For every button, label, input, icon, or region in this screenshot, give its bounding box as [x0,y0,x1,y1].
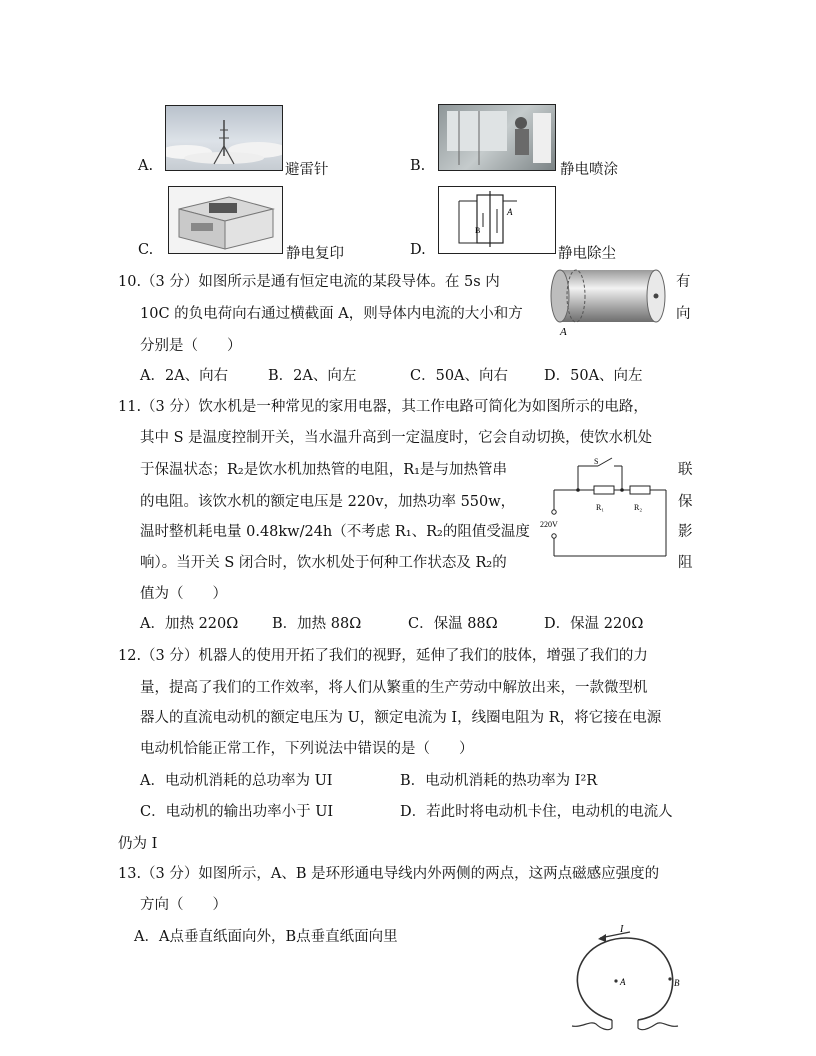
switch-label: S [594,457,599,466]
conductor-figure [546,262,670,338]
question-text-line: 10C 的负电荷向右通过横截面 A，则导体内电流的大小和方 [140,306,523,322]
r2-label: R₂ [634,503,643,512]
option-letter: B. [410,158,426,174]
option-a: A．A点垂直纸面向外，B点垂直纸面向里 [134,929,398,945]
r1-label: R₁ [596,503,605,512]
wrapped-char: 有 [676,274,691,290]
option-c: C．50A、向右 [410,368,509,384]
point-b-label: B [674,978,680,988]
wrapped-char: 保 [678,494,693,510]
water-dispenser-circuit [538,452,676,558]
option-b: B．加热 88Ω [272,616,362,632]
copier-icon [169,187,282,253]
wrapped-char: 阻 [678,555,693,571]
option-c: C．保温 88Ω [408,616,498,632]
question-text-line: 温时整机耗电量 0.48kw/24h（不考虑 R₁、R₂的阻值受温度 [140,524,530,540]
option-label: 静电喷涂 [560,162,618,178]
option-label: 避雷针 [285,162,329,178]
svg-text:B: B [475,226,481,235]
dust-removal-diagram [438,186,556,254]
question-text-line: 其中 S 是温度控制开关，当水温升高到一定温度时，它会自动切换，使饮水机处 [140,430,653,446]
option-a: A．电动机消耗的总功率为 UI [140,773,333,789]
wrapped-char: 向 [676,306,691,322]
option-d-continued: 仍为 I [118,836,158,852]
voltage-label: 220V [540,520,558,529]
question-text-line: 13.（3 分）如图所示，A、B 是环形通电导线内外两侧的两点，这两点磁感应强度的 [118,866,660,882]
option-letter: C. [138,242,154,258]
question-text-line: 分别是（ ） [140,338,242,354]
question-text-line: 器人的直流电动机的额定电压为 U，额定电流为 I，线圈电阻为 R，将它接在电源 [140,710,662,726]
ring-current-figure [560,924,692,1034]
copier-image [168,186,283,254]
question-text-line: 10.（3 分）如图所示是通有恒定电流的某段导体。在 5s 内 [118,274,500,290]
dust-removal-icon [439,187,555,253]
option-c: C．电动机的输出功率小于 UI [140,804,334,820]
option-d: D．保温 220Ω [544,616,644,632]
question-text-line: 电动机恰能正常工作，下列说法中错误的是（ ） [140,741,474,757]
question-text-line: 的电阻。该饮水机的额定电压是 220v，加热功率 550w， [140,494,516,510]
question-text-line: 12.（3 分）机器人的使用开拓了我们的视野，延伸了我们的肢体，增强了我们的力 [118,648,648,664]
option-a: A．加热 220Ω [140,616,239,632]
option-b: B．2A、向左 [268,368,357,384]
wrapped-char: 联 [678,462,693,478]
question-text-line: 值为（ ） [140,586,227,602]
option-d: D．50A、向左 [544,368,643,384]
lightning-rod-image [165,105,283,171]
figure-label-a: A [507,207,513,217]
option-letter: D. [410,242,426,258]
option-label: 静电除尘 [558,246,616,262]
question-text-line: 响）。当开关 S 闭合时，饮水机处于何种工作状态及 R₂的 [140,555,507,571]
question-text-line: 于保温状态；R₂是饮水机加热管的电阻，R₁是与加热管串 [140,462,507,478]
option-b: B．电动机消耗的热功率为 I²R [400,773,598,789]
spray-coating-icon [439,105,555,170]
option-a: A．2A、向右 [140,368,229,384]
lightning-rod-icon [166,106,282,170]
spray-coating-image [438,104,556,171]
question-text-line: 方向（ ） [140,897,227,913]
cross-section-label: A [560,326,567,338]
point-a-label: A [620,977,626,987]
option-label: 静电复印 [286,246,344,262]
question-text-line: 量，提高了我们的工作效率，将人们从繁重的生产劳动中解放出来，一款微型机 [140,680,648,696]
current-label: I [620,924,624,935]
option-letter: A. [138,158,154,174]
option-d: D．若此时将电动机卡住，电动机的电流人 [400,804,673,820]
wrapped-char: 影 [678,524,693,540]
question-text-line: 11.（3 分）饮水机是一种常见的家用电器，其工作电路可简化为如图所示的电路， [118,399,648,415]
